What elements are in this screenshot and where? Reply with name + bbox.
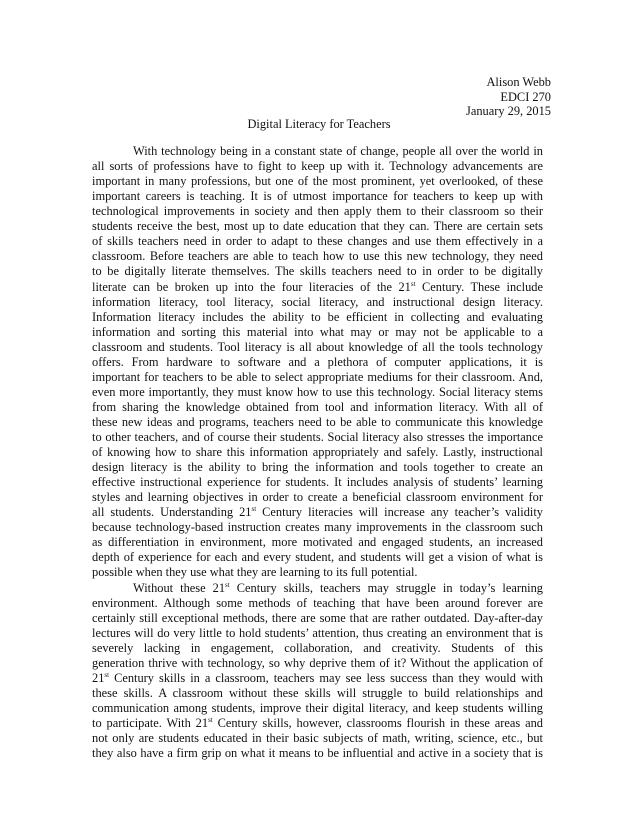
body-line: communication among students, improve their digital literacy, and keep students willing (92, 700, 543, 715)
body-line: important in many professions, but one of the most prominent, yet overlooked, of these (92, 174, 543, 189)
body-line: offers. From hardware to software and a plethora of computer applications, it is (92, 354, 543, 369)
body-line: they also have a firm grip on what it means to be influential and active in a society that is (92, 746, 543, 760)
body-line: classroom. Before teachers are able to teach how to use this new technology, they need (92, 249, 543, 264)
body-line: Information literacy includes the ability to be efficient in collecting and evaluating (92, 309, 543, 324)
body-line: severely lacking in engagement, collaboration, and creativity. Students of this (92, 640, 543, 655)
body-line: to participate. With 21st Century skills, however, classrooms flourish in these areas and (92, 715, 543, 730)
body-line: information literacy, tool literacy, social literacy, and instructional design literacy. (92, 294, 543, 309)
author-name: Alison Webb (486, 75, 551, 89)
body-line: to be digitally literate themselves. The skills teachers need to in order to be digitally (92, 264, 543, 279)
body-line: 21st Century skills in a classroom, teachers may see less success than they would with (92, 670, 543, 685)
body-line: important for teachers to be able to select appropriate mediums for their classroom. And, (92, 369, 543, 384)
body-line: to other teachers, and of course their students. Social literacy also stresses the importance (92, 429, 543, 444)
body-line: classroom and students. Tool literacy is all about knowledge of all the tools technology (92, 339, 543, 354)
body-line: literate can be broken up into the four literacies of the 21st Century. These include (92, 279, 543, 294)
body-line: effective instructional experience for students. It includes analysis of students’ learning (92, 475, 543, 490)
body-line: important careers is teaching. It is of utmost importance for teachers to keep up with (92, 189, 543, 204)
body-line: even more importantly, they must know how to use this technology. Social literacy stems (92, 384, 543, 399)
body-line: all students. Understanding 21st Century literacies will increase any teacher’s validity (92, 505, 543, 520)
course-code: EDCI 270 (500, 90, 551, 104)
body-line: of skills teachers need in order to adapt to these changes and use them effectively in a (92, 234, 543, 249)
body-line: certainly still exceptional methods, there are some that are rather outdated. Day-after-day (92, 610, 543, 625)
body-line: students receive the best, most up to date education that they can. There are certain sets (92, 219, 543, 234)
body-line: generation thrive with technology, so why deprive them of it? Without the application of (92, 655, 543, 670)
body-line: Without these 21st Century skills, teachers may struggle in today’s learning (133, 580, 543, 595)
body-line: from sharing the knowledge obtained from tool and information literacy. With all of (92, 399, 543, 414)
body-line: styles and learning objectives in order to create a beneficial classroom environment for (92, 490, 543, 505)
body-line: of knowing how to share this information appropriately and safely. Lastly, instructional (92, 445, 543, 459)
body-line: as differentiation in environment, more motivated and engaged students, an increased (92, 535, 543, 550)
body-line: these skills. A classroom without these skills will struggle to build relationships and (92, 685, 543, 700)
body-line: all sorts of professions have to fight to keep up with it. Technology advancements are (92, 159, 543, 174)
document-date: January 29, 2015 (466, 104, 551, 118)
body-line: information and sorting this material into what may or may not be applicable to a (92, 324, 543, 339)
body-line: not only are students educated in their basic subjects of math, writing, science, etc., but (92, 731, 543, 745)
body-line: design literacy is the ability to bring the information and tools together to create an (92, 460, 543, 475)
body-line: technological improvements in society and then apply them to their classroom so their (92, 204, 543, 219)
document-title: Digital Literacy for Teachers (247, 117, 391, 131)
body-line: With technology being in a constant state of change, people all over the world in (133, 144, 543, 158)
body-line: because technology-based instruction creates many improvements in the classroom such (92, 520, 543, 535)
body-line: these new ideas and programs, teachers need to be able to communicate this knowledge (92, 414, 543, 429)
body-line: lectures will do very little to hold students’ attention, thus creating an environment that is (92, 625, 543, 640)
body-line: possible when they use what they are learning to its full potential. (92, 565, 418, 580)
body-line: depth of experience for each and every student, and students will get a vision of what is (92, 550, 543, 565)
body-line: environment. Although some methods of teaching that have been around forever are (92, 595, 543, 610)
